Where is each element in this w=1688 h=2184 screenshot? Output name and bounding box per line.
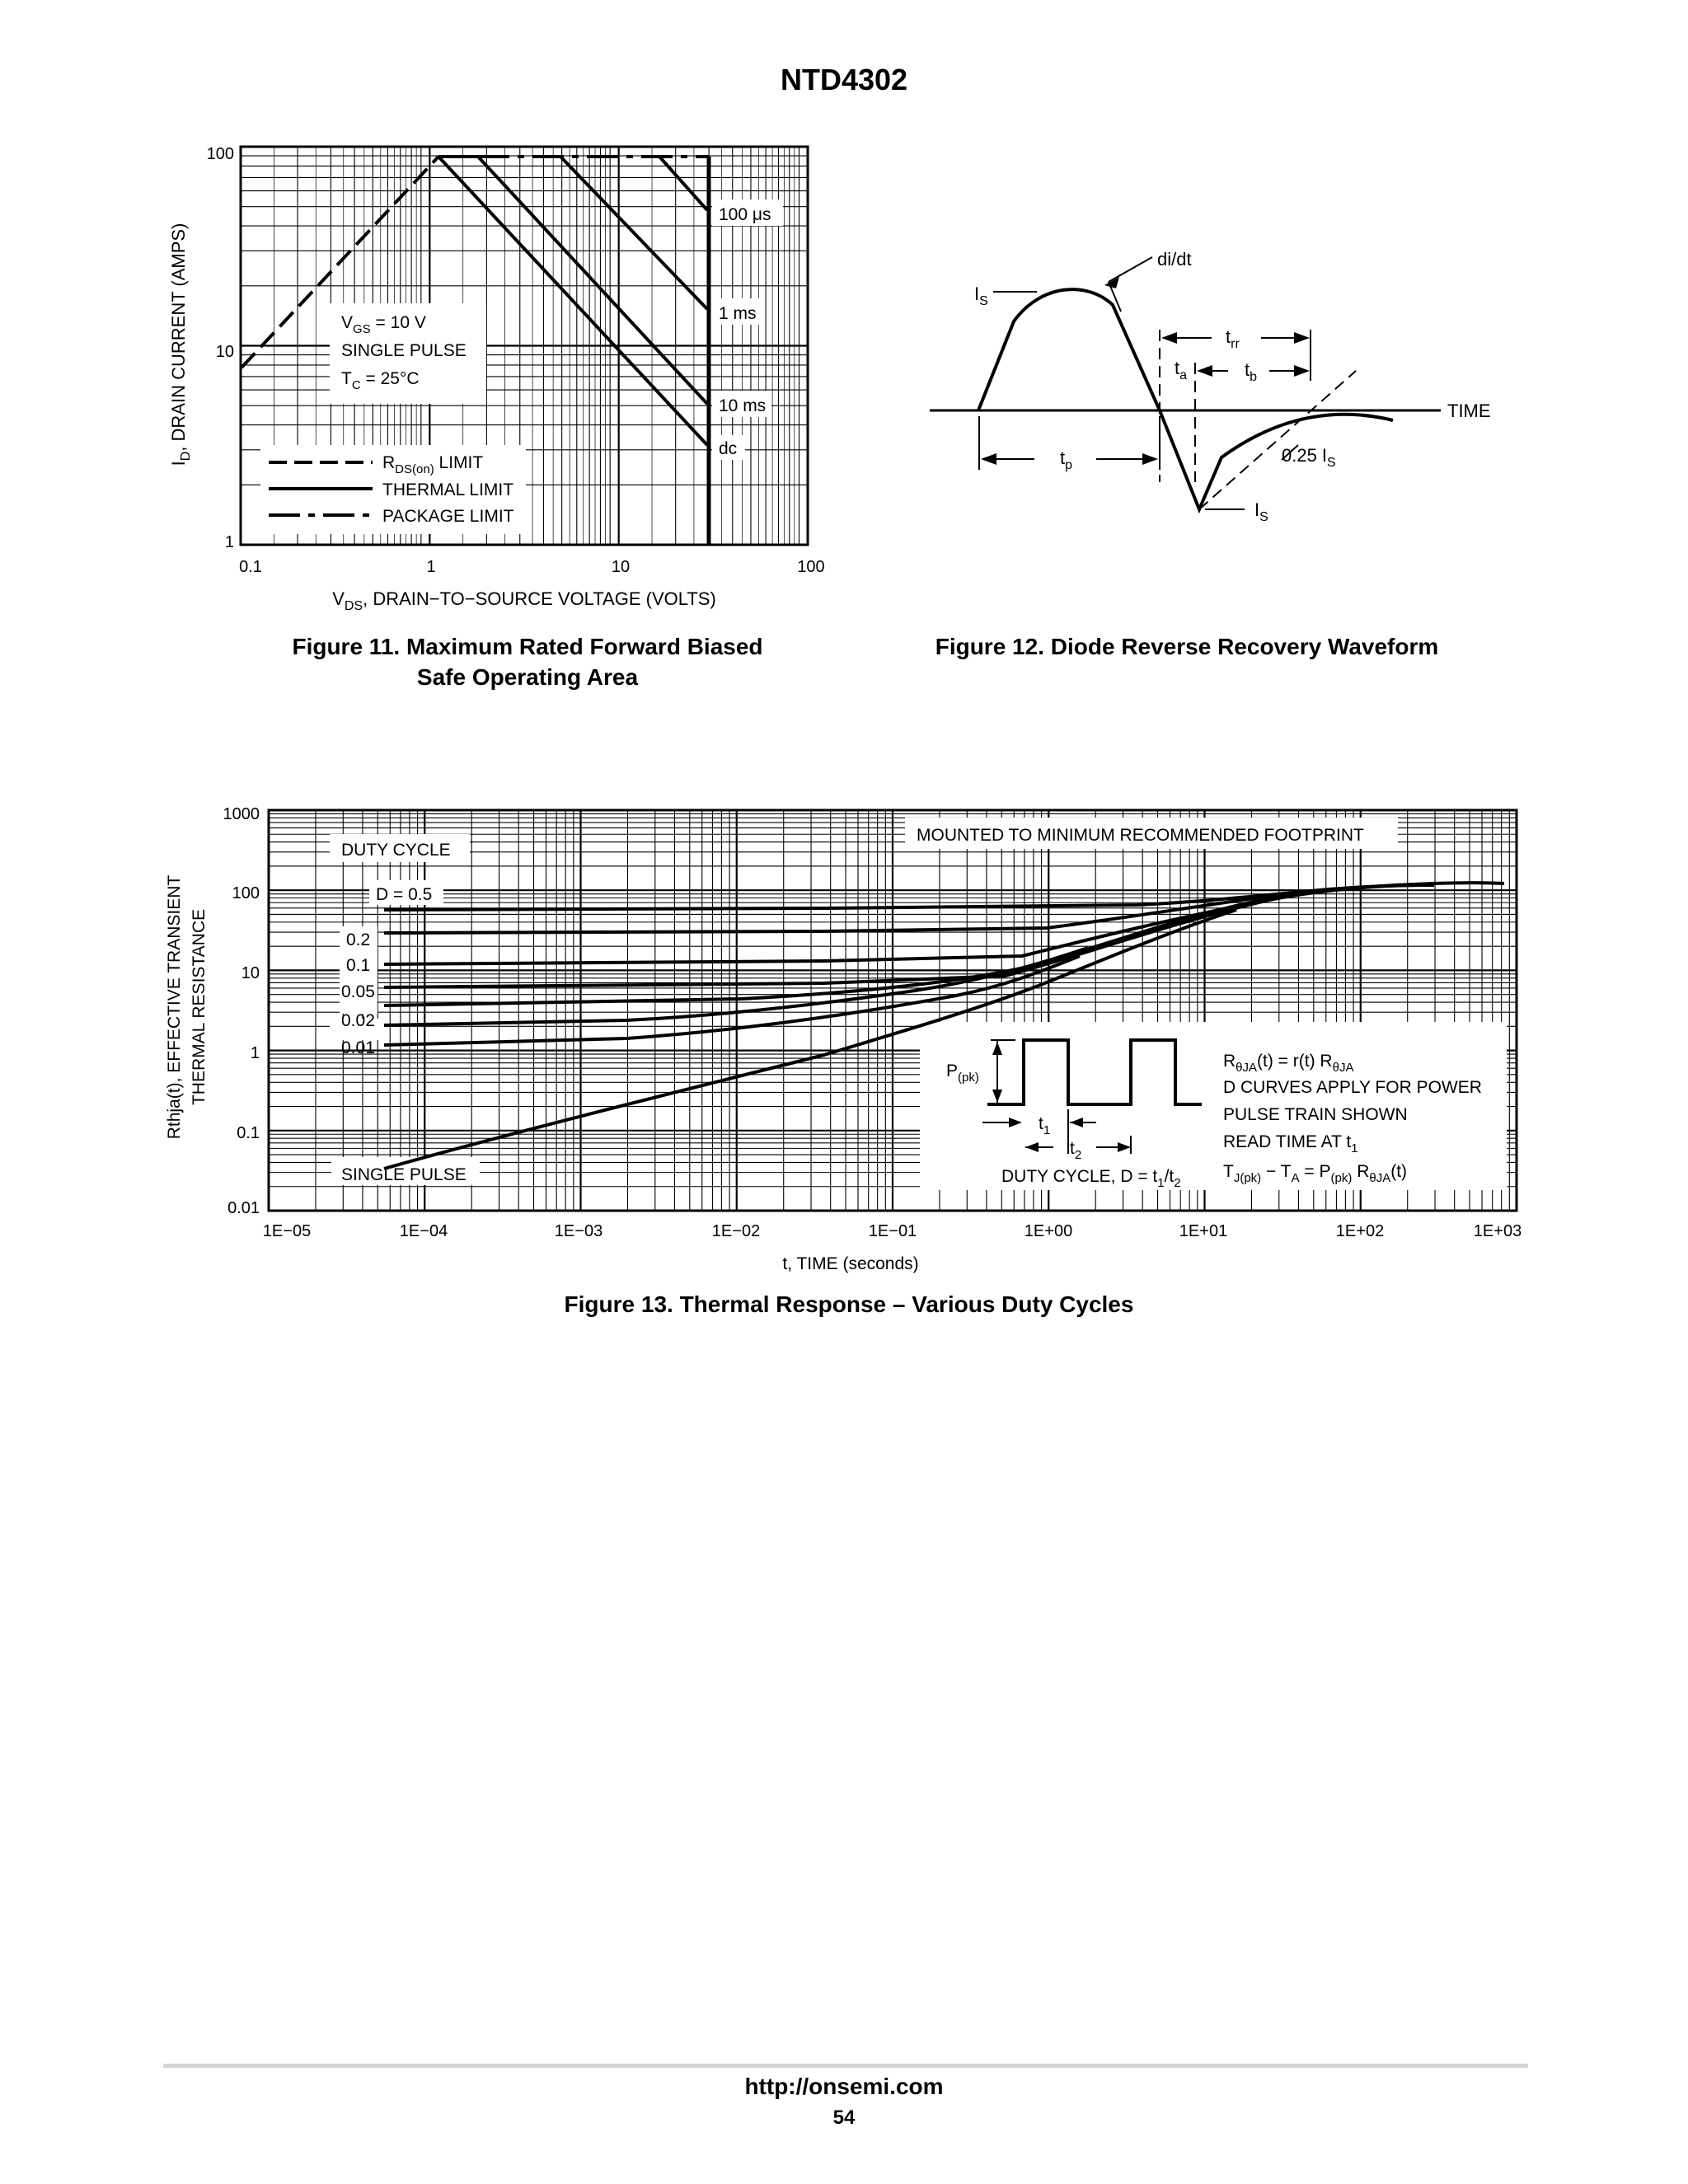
figure-12-caption: Figure 12. Diode Reverse Recovery Waveform bbox=[935, 634, 1439, 659]
note-read-time: READ TIME AT $t_1$ bbox=[1223, 1132, 1358, 1155]
mounted-footprint-label: MOUNTED TO MINIMUM RECOMMENDED FOOTPRINT bbox=[917, 826, 1364, 845]
didt-label: di/dt bbox=[1157, 249, 1192, 269]
footer-divider bbox=[163, 2064, 1528, 2068]
y-tick-label: 1000 bbox=[223, 805, 260, 823]
figure-13-caption: Figure 13. Thermal Response – Various Duty Cycles bbox=[564, 1291, 1134, 1317]
figure-13-y-axis-label-2: THERMAL RESISTANCE bbox=[190, 908, 209, 1106]
d-0.5-label: D = 0.5 bbox=[376, 885, 433, 904]
note-tj-formula: $T_{J(pk)} - T_A = P_{(pk)}$ $R_{\theta JA}(t)$ bbox=[1223, 1162, 1408, 1185]
100us-limit-line bbox=[659, 157, 707, 210]
recovery-slope-dashed bbox=[1199, 371, 1356, 509]
vgs-condition: $V_{GS} = 10$ V bbox=[341, 313, 426, 336]
x-tick-label: 1E−01 bbox=[868, 1222, 917, 1240]
didt-leader bbox=[1109, 257, 1152, 282]
arrowhead bbox=[981, 453, 996, 465]
y-tick-label: 10 bbox=[215, 343, 234, 361]
x-tick-label: 100 bbox=[797, 558, 825, 576]
x-tick-label: 1E+03 bbox=[1473, 1222, 1522, 1240]
is-reverse-label: $I_S$ bbox=[1254, 499, 1268, 524]
figure-12-labels bbox=[974, 249, 1491, 524]
legend-thermal-label: THERMAL LIMIT bbox=[382, 480, 514, 499]
tp-label: $t_p$ bbox=[1060, 448, 1073, 472]
y-tick-label: 100 bbox=[206, 145, 234, 163]
x-tick-label: 1E−05 bbox=[262, 1222, 312, 1240]
dimension-arrows bbox=[986, 338, 1304, 459]
note-rthja: $R_{\theta JA}(t) = r(t)$ $R_{\theta JA}$ bbox=[1223, 1052, 1354, 1075]
x-tick-label: 1E−03 bbox=[554, 1222, 603, 1240]
ta-label: $t_a$ bbox=[1175, 358, 1188, 382]
quarter-is-label: 0.25 $I_S$ bbox=[1282, 445, 1336, 470]
x-tick-label: 1E+01 bbox=[1179, 1222, 1228, 1240]
trr-label: $t_{rr}$ bbox=[1226, 326, 1240, 351]
page-number: 54 bbox=[832, 2107, 856, 2129]
curve-label-1ms: 1 ms bbox=[719, 304, 757, 323]
recovery-current-waveform bbox=[978, 289, 1393, 509]
figure-11-soa-chart bbox=[168, 145, 825, 613]
t2-label: $t_2$ bbox=[1070, 1139, 1082, 1162]
footer-url[interactable]: http://onsemi.com bbox=[744, 2074, 944, 2099]
legend-package-label: PACKAGE LIMIT bbox=[382, 507, 514, 526]
x-tick-label: 0.1 bbox=[239, 558, 262, 576]
time-axis-label: TIME bbox=[1447, 401, 1491, 421]
x-tick-label: 1E+00 bbox=[1024, 1222, 1073, 1240]
figure-11-y-ticks bbox=[207, 145, 234, 551]
figure-11-caption-line-1: Figure 11. Maximum Rated Forward Biased bbox=[292, 634, 763, 659]
arrowhead bbox=[1142, 453, 1158, 465]
x-tick-label: 1E+02 bbox=[1335, 1222, 1385, 1240]
y-tick-label: 0.1 bbox=[237, 1124, 260, 1142]
ppk-label: $P_{(pk)}$ bbox=[946, 1062, 979, 1085]
figure-11-caption bbox=[256, 631, 799, 692]
curve-label-10ms: 10 ms bbox=[719, 396, 767, 415]
y-tick-label: 1 bbox=[224, 533, 234, 551]
arrowhead bbox=[1294, 332, 1310, 344]
pulse-condition: SINGLE PULSE bbox=[341, 341, 467, 360]
single-pulse-label: SINGLE PULSE bbox=[341, 1165, 467, 1184]
tc-condition: $T_C = 25^\circ C$ bbox=[341, 369, 420, 392]
d-0.02-label: 0.02 bbox=[341, 1011, 375, 1030]
figure-12-diode-waveform bbox=[930, 249, 1491, 524]
figure-13-x-axis-label: t, TIME (seconds) bbox=[782, 1254, 919, 1273]
figure-11-x-axis-label: $V_{DS}$, DRAIN−TO−SOURCE VOLTAGE (VOLTS) bbox=[332, 588, 716, 613]
figure-13-y-ticks bbox=[223, 805, 260, 1217]
y-tick-label: 100 bbox=[232, 884, 260, 902]
arrowhead bbox=[1104, 277, 1119, 288]
y-tick-label: 10 bbox=[241, 964, 260, 982]
curve-d-0.02-upper bbox=[384, 895, 1286, 1005]
10ms-limit-line bbox=[478, 157, 707, 404]
legend-rds-label: $R_{DS(on)}$ LIMIT bbox=[382, 453, 484, 476]
y-tick-label: 1 bbox=[250, 1044, 260, 1062]
arrowhead bbox=[1161, 332, 1177, 344]
figure-11-y-axis-label: $I_D$, DRAIN CURRENT (AMPS) bbox=[168, 223, 193, 466]
figure-11-caption-line-2: Safe Operating Area bbox=[416, 664, 639, 690]
figure-11-curve-labels bbox=[719, 205, 771, 458]
figure-13-thermal-response-chart bbox=[165, 805, 1522, 1273]
curve-label-dc: dc bbox=[719, 439, 738, 458]
d-0.2-label: 0.2 bbox=[346, 930, 371, 949]
page-title: NTD4302 bbox=[780, 63, 908, 96]
duty-cycle-title: DUTY CYCLE bbox=[341, 841, 451, 860]
arrowhead bbox=[1197, 365, 1212, 377]
x-tick-label: 1E−04 bbox=[399, 1222, 448, 1240]
tb-label: $t_b$ bbox=[1245, 359, 1258, 384]
d-0.1-label: 0.1 bbox=[346, 956, 371, 975]
x-tick-label: 1E−02 bbox=[711, 1222, 761, 1240]
d-0.05-label: 0.05 bbox=[341, 982, 375, 1001]
arrowhead bbox=[1294, 365, 1310, 377]
figure-13-y-axis-label-1: Rthja(t), EFFECTIVE TRANSIENT bbox=[165, 874, 184, 1140]
d-0.01-label: 0.01 bbox=[341, 1038, 375, 1057]
is-peak-label: $I_S$ bbox=[974, 284, 988, 308]
y-tick-label: 0.01 bbox=[227, 1199, 260, 1217]
x-tick-label: 1 bbox=[426, 558, 436, 576]
figure-13-x-ticks bbox=[263, 1222, 1522, 1240]
note-d-curves: D CURVES APPLY FOR POWER bbox=[1223, 1078, 1482, 1097]
curve-label-100us: 100 μs bbox=[719, 205, 771, 224]
x-tick-label: 10 bbox=[611, 558, 631, 576]
duty-cycle-formula: DUTY CYCLE, $D = t_1/t_2$ bbox=[1001, 1167, 1181, 1190]
figure-11-x-ticks bbox=[239, 558, 825, 576]
note-pulse-train: PULSE TRAIN SHOWN bbox=[1223, 1105, 1408, 1124]
t1-label: $t_1$ bbox=[1039, 1114, 1051, 1137]
